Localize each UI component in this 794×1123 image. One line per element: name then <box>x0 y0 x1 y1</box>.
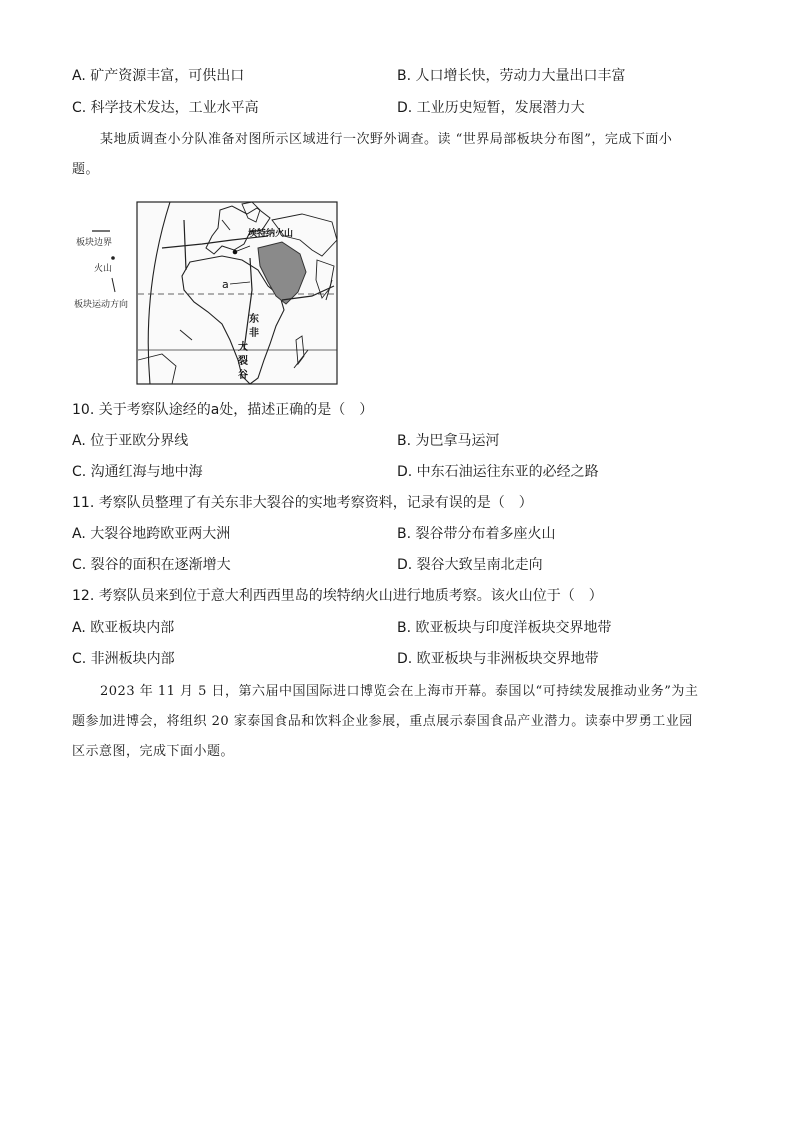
legend-volcano-label: 火山 <box>94 264 113 274</box>
q10-option-c: C. 沟通红海与地中海 <box>72 464 203 480</box>
etna-label: 埃特纳火山 <box>248 229 294 239</box>
map-legend <box>74 231 128 310</box>
intro2-line3: 区示意图，完成下面小题。 <box>72 744 235 759</box>
legend-direction-label: 板块运动方向 <box>74 300 129 310</box>
q12-option-a: A. 欧亚板块内部 <box>72 620 175 636</box>
q9-option-c: C. 科学技术发达，工业水平高 <box>72 100 259 116</box>
q12-option-d: D. 欧亚板块与非洲板块交界地带 <box>397 651 599 667</box>
q11-option-b: B. 裂谷带分布着多座火山 <box>397 526 556 542</box>
direction-legend-arrow <box>112 278 115 292</box>
legend-boundary-label: 板块边界 <box>76 238 113 248</box>
rift-label-4: 裂 <box>238 356 248 367</box>
q10-option-b: B. 为巴拿马运河 <box>397 433 500 449</box>
etna-volcano-dot <box>233 250 238 255</box>
volcano-legend-dot <box>111 256 115 260</box>
q12-option-c: C. 非洲板块内部 <box>72 651 175 667</box>
intro2-line1: 2023 年 11 月 5 日，第六届中国国际进口博览会在上海市开幕。泰国以“可持续发展推动业务”为主 <box>100 684 699 699</box>
q9-option-a: A. 矿产资源丰富，可供出口 <box>72 68 245 84</box>
rift-label-2: 非 <box>249 328 259 339</box>
q11-option-d: D. 裂谷大致呈南北走向 <box>397 557 543 573</box>
q11-option-c: C. 裂谷的面积在逐渐增大 <box>72 557 231 573</box>
q10-stem: 10. 关于考察队途经的a处，描述正确的是（ ） <box>72 402 374 418</box>
rift-label-5: 谷 <box>238 370 248 381</box>
q10-option-a: A. 位于亚欧分界线 <box>72 433 189 449</box>
intro1-line2: 题。 <box>72 162 100 177</box>
q10-option-d: D. 中东石油运往东亚的必经之路 <box>397 464 599 480</box>
intro1-line1: 某地质调查小分队准备对图所示区域进行一次野外调查。读 “世界局部板块分布图”，完成下面小 <box>100 132 673 147</box>
intro2-line2: 题参加进博会，将组织 20 家泰国食品和饮料企业参展，重点展示泰国食品产业潜力。读泰中罗勇工业园 <box>72 714 693 729</box>
rift-label-3: 大 <box>238 342 248 353</box>
rift-label-1: 东 <box>249 314 259 325</box>
point-a-label: a <box>222 278 229 291</box>
q12-option-b: B. 欧亚板块与印度洋板块交界地带 <box>397 620 612 636</box>
plate-distribution-map <box>72 200 340 386</box>
q9-option-b: B. 人口增长快，劳动力大量出口丰富 <box>397 68 626 84</box>
q11-stem: 11. 考察队员整理了有关东非大裂谷的实地考察资料，记录有误的是（ ） <box>72 495 533 511</box>
q11-option-a: A. 大裂谷地跨欧亚两大洲 <box>72 526 231 542</box>
q9-option-d: D. 工业历史短暂，发展潜力大 <box>397 100 585 116</box>
q12-stem: 12. 考察队员来到位于意大利西西里岛的埃特纳火山进行地质考察。该火山位于（ ） <box>72 588 603 604</box>
